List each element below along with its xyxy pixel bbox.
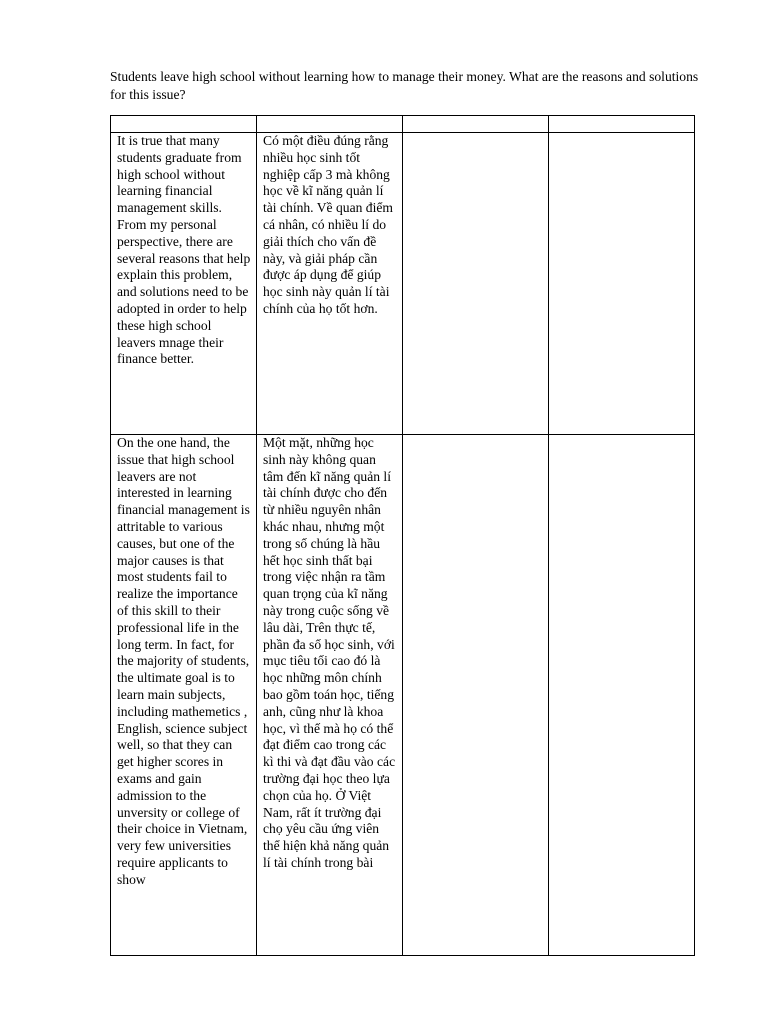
english-text: It is true that many students graduate from high school without learning financial management skills. From my personal perspective, there are several reasons that help explain this problem, and solutions need to be adopted in order to help these high school leavers mnage their finance better. — [117, 133, 251, 367]
english-text: On the one hand, the issue that high school leavers are not interested in learning financial management is attritable to various causes, but one of the major causes is that most students fail to realize the importance of this skill to their professional life in the long term. In fact, for the majority of students, the ultimate goal is to learn main subjects, including mathemetics , English, science subject well, so that they can get higher scores in exams and gain admission to the unversity or college of their choice in Vietnam, very few universities require applicants to show — [117, 435, 250, 887]
english-cell — [111, 435, 257, 956]
table-header-row — [111, 116, 695, 133]
empty-cell-3 — [403, 435, 549, 956]
header-cell-4 — [549, 116, 695, 133]
table-row — [111, 435, 695, 956]
table-row — [111, 133, 695, 435]
empty-cell-3 — [403, 133, 549, 435]
vietnamese-cell — [257, 435, 403, 956]
translation-table — [110, 115, 695, 956]
vietnamese-text: Có một điều đúng rằng nhiều học sinh tốt nghiệp cấp 3 mà không học về kĩ năng quản lí tài chính. Về quan điểm cá nhân, có nhiều lí do giải thích cho vấn đề này, và giải pháp cần được áp dụng để giúp học sinh này quản lí tài chính của họ tốt hơn. — [263, 133, 393, 316]
vietnamese-cell — [257, 133, 403, 435]
empty-cell-4 — [549, 435, 695, 956]
header-cell-1 — [111, 116, 257, 133]
essay-prompt: Students leave high school without learning how to manage their money. What are the reasons and solutions for this issue? — [110, 69, 699, 102]
header-cell-2 — [257, 116, 403, 133]
vietnamese-text: Một mặt, những học sinh này không quan tâm đến kĩ năng quản lí tài chính được cho đến từ nhiều nguyên nhân khác nhau, nhưng một trong số chúng là hầu hết học sinh thất bại trong việc nhận ra tầm quan trọng của kĩ năng này trong cuộc sống về lâu dài, Trên thực tế, phần đa số học sinh, với mục tiêu tối cao đó là học những môn chính bao gồm toán học, tiếng anh, cũng như là khoa học, vì thế mà họ có thể đạt điểm cao trong các kì thi và đạt đầu vào các trường đại học theo lựa chọn của họ. Ở Việt Nam, rất ít trường đại chọ yêu cầu ứng viên thể hiện khả năng quản lí tài chính trong bài — [263, 435, 396, 870]
empty-cell-4 — [549, 133, 695, 435]
header-cell-3 — [403, 116, 549, 133]
english-cell — [111, 133, 257, 435]
